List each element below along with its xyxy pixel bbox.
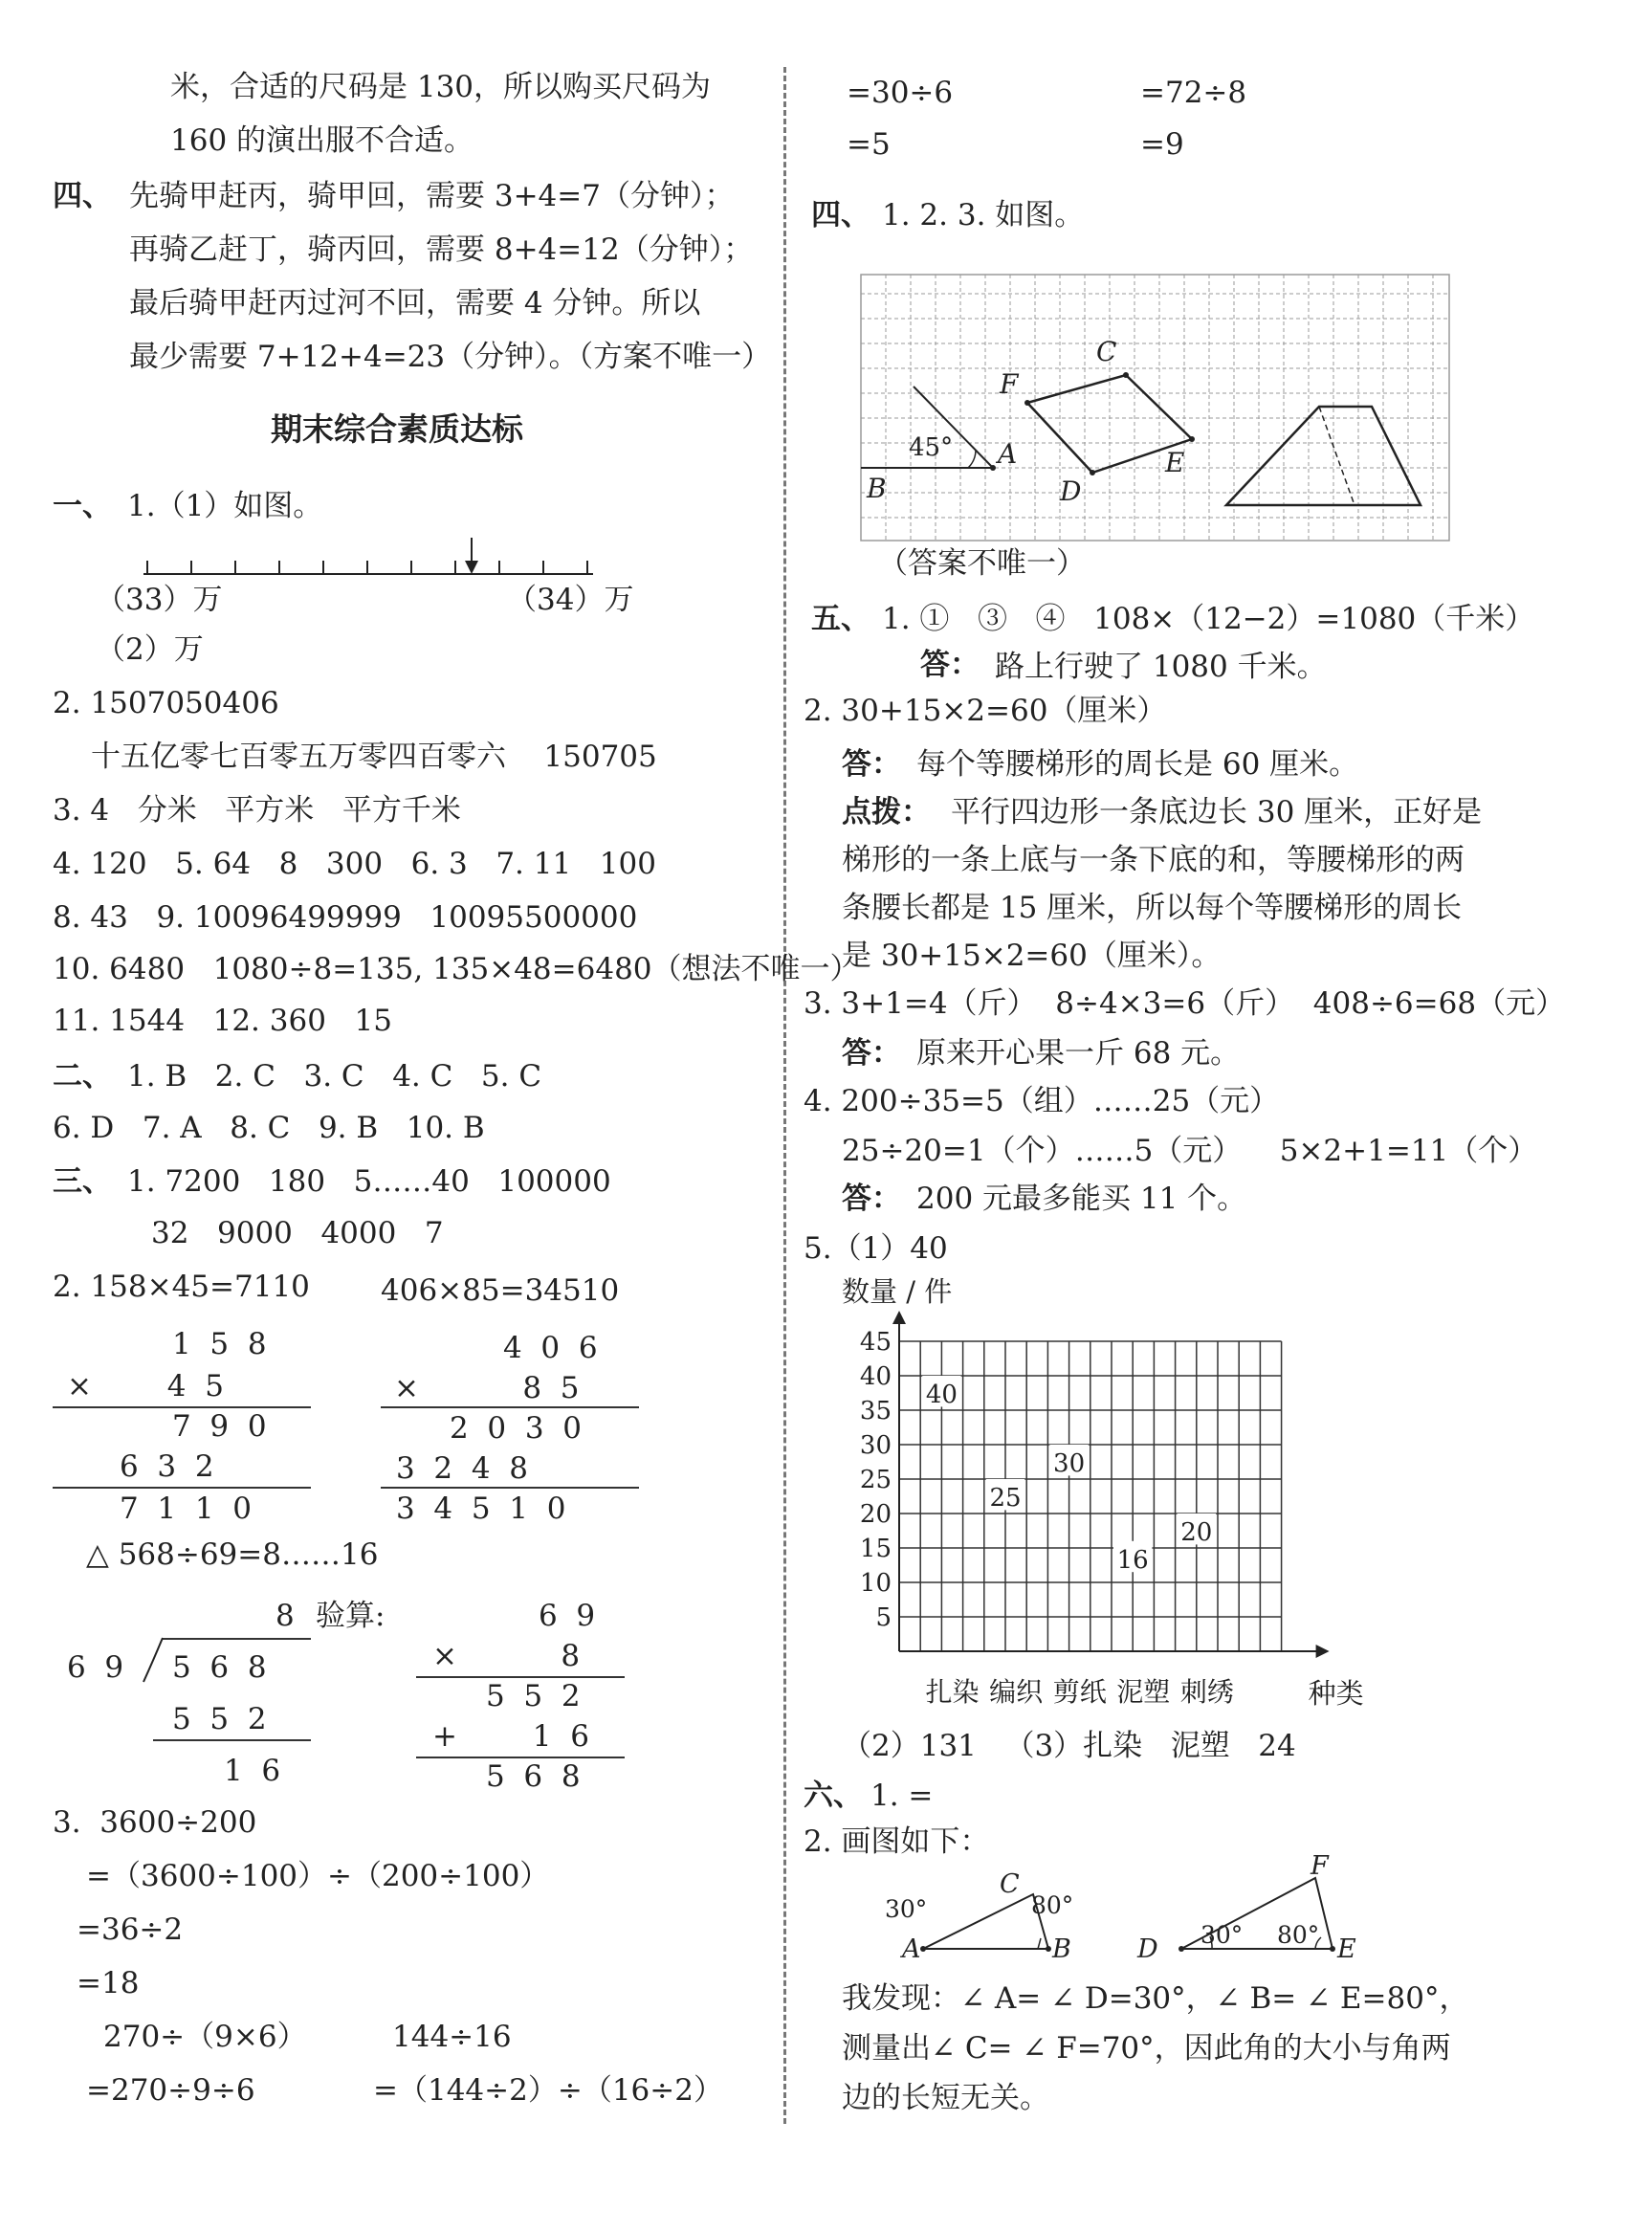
chart-x-tick: 刺绣 <box>1179 1676 1234 1708</box>
chart-x-tick: 扎染 <box>925 1676 980 1708</box>
label-e: E <box>1165 447 1185 478</box>
s1-q10: 10. 6480 1080÷8=135, 135×48=6480（想法不唯一） <box>53 952 860 986</box>
s5-q1-answer-label: 答： <box>920 648 980 682</box>
mult1-row3: 7 9 0 <box>172 1409 267 1444</box>
s6-q1: 1. = <box>870 1779 934 1813</box>
s3-q3-b: =（3600÷100）÷（200÷100） <box>86 1859 550 1893</box>
s5-q3: 3. 3+1=4（斤） 8÷4×3=6（斤） 408÷6=68（元） <box>804 986 1566 1021</box>
tip-label: 点拨： <box>842 795 931 829</box>
label-a: A <box>998 438 1018 470</box>
s5-q4-answer-label: 答： <box>842 1182 901 1216</box>
s6-q2: 2. 画图如下： <box>804 1824 990 1859</box>
check-row4: + 1 6 <box>432 1719 589 1754</box>
chart-x-tick: 编织 <box>989 1676 1044 1708</box>
division-quotient: 8 <box>275 1599 295 1633</box>
mult2-rule2 <box>381 1487 639 1489</box>
chart-data-label: 16 <box>1116 1545 1149 1575</box>
tri-angle-b: 80° <box>1031 1891 1074 1919</box>
s3-q3-h: =（144÷2）÷（16÷2） <box>373 2073 723 2108</box>
chart-y-tick: 10 <box>859 1569 892 1598</box>
finding-line-3: 边的长短无关。 <box>842 2081 1049 2115</box>
chart-y-tick: 40 <box>859 1362 892 1391</box>
section-2-number: 二、 <box>53 1059 112 1094</box>
mult2-rule1 <box>381 1406 639 1408</box>
finding-line-2: 测量出∠ C= ∠ F=70°，因此角的大小与角两 <box>842 2031 1451 2066</box>
s5-q1: 1. ① ③ ④ 108×（12−2）=1080（千米） <box>882 602 1535 636</box>
label-d: D <box>1060 475 1082 507</box>
s5-q3-answer: 原来开心果一斤 68 元。 <box>916 1036 1241 1071</box>
chart-y-tick: 45 <box>859 1328 892 1357</box>
number-line-left-label: （33）万 <box>96 583 223 617</box>
r-section-4-text: 1. 2. 3. 如图。 <box>882 198 1085 232</box>
r-section-6-number: 六、 <box>804 1779 863 1813</box>
s3-q3-c: =36÷2 <box>77 1912 184 1947</box>
tip-line-1: 平行四边形一条底边长 30 厘米，正好是 <box>951 795 1483 829</box>
s3-q3-g: 144÷16 <box>392 2020 512 2054</box>
right-line-1a: =30÷6 <box>847 76 954 110</box>
tri-label-c: C <box>1000 1869 1020 1899</box>
s5-q1-answer: 路上行驶了 1080 千米。 <box>995 650 1327 684</box>
s1-q1-part2: （2）万 <box>96 632 204 667</box>
mult1-rule2 <box>53 1487 311 1489</box>
tri-label-f: F <box>1311 1851 1329 1881</box>
tri-angle-e: 80° <box>1277 1921 1320 1949</box>
chart-y-label: 数量 / 件 <box>842 1275 953 1308</box>
division-top-rule <box>163 1638 311 1640</box>
triangles-figure <box>875 1851 1411 1990</box>
chart-y-tick: 25 <box>859 1466 892 1494</box>
label-f: F <box>1000 368 1019 400</box>
division-remainder: 1 6 <box>224 1754 281 1788</box>
s2-line-a: 1. B 2. C 3. C 4. C 5. C <box>127 1059 542 1094</box>
trapezoid <box>1226 407 1421 505</box>
right-line-2a: =5 <box>847 127 891 162</box>
left-line-2: 160 的演出服不合适。 <box>170 123 474 158</box>
chart-y-tick: 5 <box>875 1603 892 1632</box>
mult2-row5: 3 4 5 1 0 <box>396 1492 566 1526</box>
tri-label-a: A <box>902 1934 921 1964</box>
s3-q3-d: =18 <box>77 1966 140 2000</box>
left-line-4: 再骑乙赶丁，骑丙回，需要 8+4=12（分钟）； <box>129 232 754 267</box>
mult2-row2: × 8 5 <box>394 1371 580 1405</box>
left-line-1: 米，合适的尺码是 130，所以购买尺码为 <box>170 70 712 104</box>
number-line-right-label: （34）万 <box>507 583 634 617</box>
chart-x-tick: 泥塑 <box>1116 1676 1171 1708</box>
s1-q3: 3. 4 分米 平方米 平方千米 <box>53 793 461 828</box>
s5-q4-answer: 200 元最多能买 11 个。 <box>916 1182 1247 1216</box>
check-row2: × 8 <box>432 1639 581 1673</box>
s3-line-a: 1. 7200 180 5……40 100000 <box>127 1164 611 1199</box>
section-3-number: 三、 <box>53 1164 112 1199</box>
s1-q2b: 十五亿零七百零五万零四百零六 150705 <box>91 740 657 774</box>
s1-q8: 8. 43 9. 10096499999 10095500000 <box>53 900 638 935</box>
s5-q5: 5.（1）40 <box>804 1231 948 1266</box>
chart-x-label: 种类 <box>1308 1677 1364 1710</box>
chart-x-arrow <box>1316 1645 1330 1658</box>
mult1-row1: 1 5 8 <box>172 1327 267 1361</box>
grid-note: （答案不唯一） <box>878 546 1086 581</box>
left-line-5: 最后骑甲赶丙过河不回，需要 4 分钟。所以 <box>129 286 701 320</box>
craft-chart <box>832 1272 1368 1722</box>
s5-q3-answer-label: 答： <box>842 1036 901 1071</box>
tip-line-4: 是 30+15×2=60（厘米）。 <box>842 939 1222 973</box>
s1-q11: 11. 1544 12. 360 15 <box>53 1004 392 1038</box>
check-row3: 5 5 2 <box>486 1679 581 1713</box>
tri-label-d: D <box>1137 1934 1158 1964</box>
mult2-row1: 4 0 6 <box>503 1331 598 1365</box>
chart-y-arrow <box>892 1311 906 1324</box>
tri-label-e: E <box>1337 1934 1356 1964</box>
column-divider <box>783 67 786 2124</box>
check-row1: 6 9 <box>539 1599 596 1633</box>
chart-data-label: 40 <box>925 1381 958 1409</box>
s3-q3-f: =270÷9÷6 <box>86 2073 255 2108</box>
s5-q2-answer-label: 答： <box>842 747 901 782</box>
s3-q3-a: 3. 3600÷200 <box>53 1805 257 1840</box>
s2-line-b: 6. D 7. A 8. C 9. B 10. B <box>53 1111 485 1145</box>
left-line-3: 先骑甲赶丙，骑甲回，需要 3+4=7（分钟）； <box>129 179 735 213</box>
mult1-row4: 6 3 2 <box>120 1449 214 1484</box>
s5-q2: 2. 30+15×2=60（厘米） <box>804 694 1167 728</box>
mult1-row2: × 4 5 <box>67 1369 224 1403</box>
s3-q3-e: 270÷（9×6） <box>103 2020 307 2054</box>
division-divisor: 6 9 <box>67 1650 124 1685</box>
chart-data-label: 30 <box>1053 1449 1086 1478</box>
s3-line-b: 32 9000 4000 7 <box>151 1216 444 1250</box>
left-line-6: 最少需要 7+12+4=23（分钟）。（方案不唯一） <box>129 340 772 374</box>
division-dividend: 5 6 8 <box>172 1650 267 1685</box>
chart-y-tick: 15 <box>859 1535 892 1563</box>
division-title: △ 568÷69=8……16 <box>86 1537 379 1572</box>
tri-label-b: B <box>1052 1934 1071 1964</box>
division-bracket <box>142 1638 170 1686</box>
chart-data-label: 20 <box>1180 1518 1213 1547</box>
s3-q2: 2. 158×45=7110 <box>53 1270 310 1304</box>
number-line-arrowhead <box>465 561 478 574</box>
chart-y-tick: 30 <box>859 1431 892 1460</box>
geometry-grid-figure <box>861 275 1454 542</box>
s5-q2-answer: 每个等腰梯形的周长是 60 厘米。 <box>916 747 1359 782</box>
s1-q1: 1.（1）如图。 <box>127 489 323 523</box>
check-row5: 5 6 8 <box>486 1759 581 1794</box>
chart-data-label: 25 <box>989 1484 1022 1513</box>
right-line-2b: =9 <box>1140 127 1184 162</box>
division-check-label: 验算: <box>316 1599 385 1633</box>
chart-y-tick: 20 <box>859 1500 892 1529</box>
right-line-1b: =72÷8 <box>1140 76 1247 110</box>
r-section-4-number: 四、 <box>811 198 870 232</box>
tip-line-3: 条腰长都是 15 厘米，所以每个等腰梯形的周长 <box>842 891 1463 925</box>
section-4-number: 四、 <box>53 179 112 213</box>
page-title: 期末综合素质达标 <box>271 410 523 448</box>
number-line <box>134 536 603 584</box>
chart-x-tick: 剪纸 <box>1052 1676 1107 1708</box>
s1-q2a: 2. 1507050406 <box>53 686 279 720</box>
s5-q5-b: （2）131 （3）扎染 泥塑 24 <box>842 1729 1296 1763</box>
label-c: C <box>1096 336 1117 367</box>
mult1-row5: 7 1 1 0 <box>120 1492 253 1526</box>
label-b: B <box>867 473 887 504</box>
mult2-row4: 3 2 4 8 <box>396 1451 529 1486</box>
division-rule <box>153 1739 311 1741</box>
mult2-row3: 2 0 3 0 <box>450 1411 583 1446</box>
r-section-5-number: 五、 <box>811 602 870 636</box>
tri-angle-a: 30° <box>885 1895 928 1923</box>
s5-q4a: 4. 200÷35=5（组）……25（元） <box>804 1084 1280 1118</box>
triangle-abc <box>923 1894 1048 1949</box>
finding-line-1: 我发现：∠ A= ∠ D=30°，∠ B= ∠ E=80°， <box>842 1981 1469 2016</box>
tip-line-2: 梯形的一条上底与一条下底的和，等腰梯形的两 <box>842 843 1465 877</box>
s1-q4: 4. 120 5. 64 8 300 6. 3 7. 11 100 <box>53 847 656 881</box>
s5-q4b: 25÷20=1（个）……5（元） 5×2+1=11（个） <box>842 1134 1538 1168</box>
angle-label: 45° <box>909 433 954 462</box>
trapezoid-height <box>1319 407 1355 505</box>
tri-angle-d: 30° <box>1200 1921 1244 1949</box>
s3-q2-right: 406×85=34510 <box>381 1273 620 1308</box>
chart-y-tick: 35 <box>859 1397 892 1425</box>
section-1-number: 一、 <box>53 489 112 523</box>
division-subtract: 5 5 2 <box>172 1702 267 1736</box>
